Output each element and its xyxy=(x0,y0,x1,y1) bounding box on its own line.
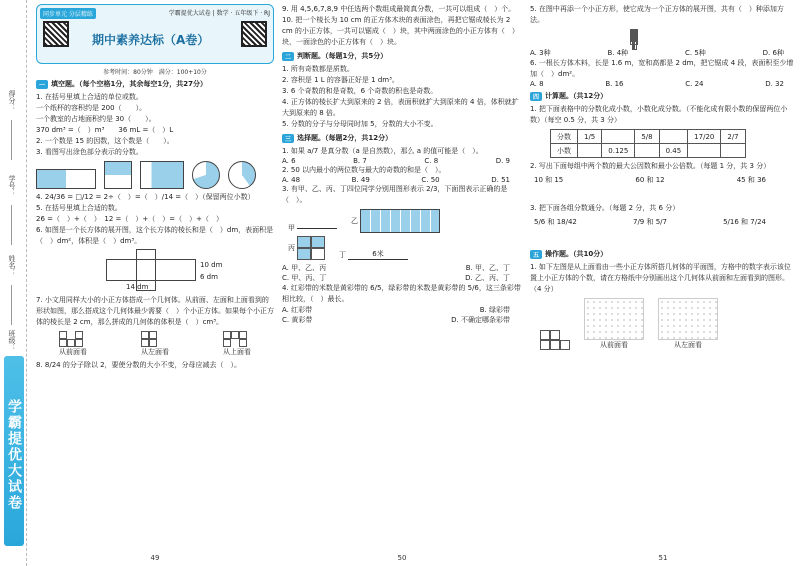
option-a: A. 6 xyxy=(282,157,296,165)
section-choice xyxy=(282,133,522,143)
table-cell: 0.45 xyxy=(659,144,688,158)
name-line xyxy=(11,285,12,325)
option-b: B. 甲、乙、丁 xyxy=(465,264,510,272)
options-row xyxy=(530,48,796,58)
options-row xyxy=(282,315,522,325)
figure-label: 乙 xyxy=(351,217,358,225)
page-49 xyxy=(36,0,274,566)
question-text: 一个纸杯的容积约是 200（ ）。 xyxy=(36,104,147,112)
qr-code-icon xyxy=(241,21,267,47)
section-number: 一 xyxy=(36,80,48,89)
options-row xyxy=(282,263,522,273)
section-true-false xyxy=(282,51,522,61)
judge-item: 3. 6 个奇数的和是奇数，6 个奇数的积也是奇数。 xyxy=(282,87,438,95)
table-cell xyxy=(688,144,721,158)
section-fill-blank xyxy=(36,79,274,89)
id-field-label: 学号： xyxy=(8,175,16,196)
header-badge: 同步单元 分层精练 xyxy=(40,8,96,19)
cuboid-net-figure xyxy=(106,249,274,293)
qr-code-icon xyxy=(43,21,69,47)
page-number: 49 xyxy=(150,554,160,562)
option-b: B. 7 xyxy=(353,157,367,165)
option-a: A. 8 xyxy=(530,80,544,88)
exam-info: 参考时间：80分钟 满分：100+10分 xyxy=(103,69,207,76)
table-cell: 2/7 xyxy=(721,130,745,144)
page-50 xyxy=(282,0,522,566)
table-cell: 小数 xyxy=(551,144,578,158)
option-c: C. 黄彩带 xyxy=(282,316,313,324)
option-c: C. 甲、丙、丁 xyxy=(282,274,327,282)
score-field-label: 得分： xyxy=(8,90,16,111)
table-cell xyxy=(602,130,635,144)
question-text: 5. 在图中再添一个小正方形，使它成为一个正方体的展开图，共有（ ）种添加方法。 xyxy=(530,5,784,24)
option-b: B. 49 xyxy=(351,176,370,184)
question-text: 2. 一个数是 15 的因数，这个数是（ ）。 xyxy=(36,137,174,145)
option-a: A. 红彩带 xyxy=(282,306,313,314)
section-operation xyxy=(530,249,796,259)
fraction-bar-figure xyxy=(36,169,96,189)
length-label: 6米 xyxy=(348,249,408,260)
option-c: C. 24 xyxy=(685,80,704,88)
option-a: A. 48 xyxy=(282,176,301,184)
judge-item: 2. 容积是 1 L 的容器正好是 1 dm³。 xyxy=(282,76,399,84)
table-cell xyxy=(721,144,745,158)
question-text: 3. 有甲、乙、丙、丁四位同学分别用图形表示 2/3，下面图表示正确的是（ ）。 xyxy=(282,185,508,204)
table-cell xyxy=(659,130,688,144)
binding-line xyxy=(26,0,27,566)
section-title: 填空题。（每个空格1分，其余每空1分，共27分） xyxy=(51,80,207,88)
score-line xyxy=(11,120,12,160)
question-text: 370 dm³ =（ ）m³ 36 mL =（ ）L xyxy=(36,126,174,134)
section-title: 操作题。（共10分） xyxy=(545,250,608,258)
class-field-label: 班级： xyxy=(8,330,16,351)
option-c: C. 5种 xyxy=(685,49,706,57)
section-number: 五 xyxy=(530,250,542,259)
options-row xyxy=(282,176,522,184)
section-title: 选择题。（每题2分，共12分） xyxy=(297,134,393,142)
figure-label: 丁 xyxy=(339,250,346,259)
option-d: D. 51 xyxy=(491,176,510,184)
question-text: 5. 在括号里填上合适的数。 xyxy=(36,204,122,212)
option-d: D. 32 xyxy=(765,80,784,88)
exam-title: 期中素养达标（A卷） xyxy=(92,33,210,47)
fraction-circle-figure xyxy=(228,161,256,189)
net-width-label: 14 dm xyxy=(126,283,149,291)
question-text: 10. 把一个棱长为 10 cm 的正方体木块的表面涂色，再把它锯成棱长为 2 cm 的小正方体，一共可以锯成（ ）块，其中两面涂色的小正方体有（ ）块，一面涂色的小正方体有（ ）块。 xyxy=(282,16,519,46)
option-b: B. 4种 xyxy=(607,49,629,57)
fraction-circle-figure xyxy=(192,161,220,189)
fraction-grid-figure xyxy=(140,161,184,189)
section-number: 三 xyxy=(282,134,294,143)
cube-net-figure xyxy=(630,29,796,45)
two-thirds-figures xyxy=(288,209,522,233)
dot-grid[interactable] xyxy=(658,298,718,340)
question-text: 1. 在括号里填上合适的单位或数。 xyxy=(36,93,143,101)
table-cell: 分数 xyxy=(551,130,578,144)
number-pair: 45 和 36 xyxy=(736,176,766,184)
question-text: 8. 8/24 的分子除以 2，要使分数的大小不变，分母应减去（ ）。 xyxy=(36,361,242,369)
fraction-pairs xyxy=(530,217,796,227)
question-text: 1. 把下面表格中的分数化成小数，小数化成分数。（不能化成有限小数的保留两位小数）（每空 0.5 分，共 3 分） xyxy=(530,105,788,124)
section-calc xyxy=(530,91,796,101)
option-c: C. 8 xyxy=(424,157,439,165)
name-field-label: 姓名： xyxy=(8,255,16,276)
option-d: D. 9 xyxy=(495,157,510,165)
judge-item: 4. 正方体的棱长扩大到原来的 2 倍，表面积就扩大到原来的 4 倍，体积就扩大到原来的 8 倍。 xyxy=(282,98,519,117)
question-text: 1. 如果 a/7 是真分数（a 是自然数），那么 a 的值可能是（ ）。 xyxy=(282,147,483,155)
question-text: 一个教室的占地面积约是 30（ ）。 xyxy=(36,115,156,123)
option-d: D. 不确定哪条彩带 xyxy=(451,316,510,324)
id-line xyxy=(11,205,12,245)
view-figures xyxy=(36,331,274,357)
fraction-pair: 5/16 和 7/24 xyxy=(723,218,766,226)
options-row xyxy=(530,80,796,88)
fraction-figures xyxy=(36,161,274,189)
option-c: C. 50 xyxy=(421,176,440,184)
two-thirds-figures xyxy=(288,236,522,260)
question-text: 3. 看图写出涂色部分表示的分数。 xyxy=(36,148,143,156)
header-series: 学霸提优大试卷 | 数学 · 五年级下 · RJ xyxy=(168,10,270,17)
table-cell xyxy=(578,144,602,158)
question-text: 1. 如下左图是从上面看由一些小正方体所搭几何体的平面图，方格中的数字表示该位置上小正方体的个数，请在方格纸中分别画出这个几何体从前面和左面看到的图形。（4 分） xyxy=(530,263,791,293)
view-label: 从左面看 xyxy=(141,348,169,356)
options-row xyxy=(282,273,522,283)
number-pair: 10 和 15 xyxy=(534,176,564,184)
section-number: 四 xyxy=(530,92,542,101)
section-title: 计算题。（共12分） xyxy=(545,92,608,100)
page-number: 51 xyxy=(658,554,668,562)
view-label: 从左面看 xyxy=(674,341,702,349)
fraction-square-figure xyxy=(104,161,132,189)
net-height-label: 10 dm xyxy=(200,261,223,269)
view-label: 从前面看 xyxy=(59,348,87,356)
question-text: 6. 如图是一个长方体的展开图，这个长方体的棱长和是（ ）dm，表面积是（ ）dm²，体积是（ ）dm³。 xyxy=(36,226,274,245)
option-b: B. 绿彩带 xyxy=(479,306,510,314)
option-a: A. 甲、乙、丙 xyxy=(282,264,327,272)
question-text: 2. 写出下面每组中两个数的最大公因数和最小公倍数。（每题 1 分，共 3 分） xyxy=(530,162,771,170)
exam-header xyxy=(36,4,274,64)
fraction-pair: 7/9 和 5/7 xyxy=(633,218,667,226)
number-pair: 60 和 12 xyxy=(635,176,665,184)
question-text: 4. 红彩带的米数是黄彩带的 6/5，绿彩带的米数是黄彩带的 5/6，这三条彩带相比较，（ ）最长。 xyxy=(282,284,521,303)
table-cell: 17/20 xyxy=(688,130,721,144)
table-cell xyxy=(635,144,659,158)
sidebar xyxy=(0,0,28,566)
judge-item: 1. 所有奇数都是质数。 xyxy=(282,65,354,73)
drawing-area xyxy=(540,298,796,350)
figure-label: 丙 xyxy=(288,244,295,252)
dot-grid[interactable] xyxy=(584,298,644,340)
net-depth-label: 6 dm xyxy=(200,273,218,281)
judge-item: 5. 分数的分子与分母同时加 5，分数的大小不变。 xyxy=(282,120,438,128)
question-text: 3. 把下面各组分数通分。（每题 2 分，共 6 分） xyxy=(530,204,680,212)
option-d: D. 6种 xyxy=(762,49,784,57)
section-number: 二 xyxy=(282,52,294,61)
figure-label: 甲 xyxy=(288,224,295,232)
option-d: D. 乙、丙、丁 xyxy=(465,274,510,282)
table-cell: 0.125 xyxy=(602,144,635,158)
question-text: 26 =（ ）+（ ） 12 =（ ）+（ ）=（ ）+（ ） xyxy=(36,215,223,223)
table-cell: 5/8 xyxy=(635,130,659,144)
question-text: 9. 用 4,5,6,7,8,9 中任选两个数组成最简真分数，一共可以组成（ ）个。 xyxy=(282,5,516,13)
number-pairs xyxy=(530,175,796,185)
question-text: 2. 50 以内最小的两位数与最大的奇数的和是（ ）。 xyxy=(282,166,446,174)
view-label: 从上面看 xyxy=(223,348,251,356)
page-51 xyxy=(530,0,796,566)
option-a: A. 3种 xyxy=(530,49,551,57)
question-text: 4. 24/36 = □/12 = 2÷（ ）=（ ）/14 =（ ）（保留两位小数） xyxy=(36,193,255,201)
brand-banner: 学霸提优大试卷 xyxy=(4,356,24,546)
option-b: B. 16 xyxy=(605,80,624,88)
fraction-pair: 5/6 和 18/42 xyxy=(534,218,577,226)
section-title: 判断题。（每题1分，共5分） xyxy=(297,52,388,60)
options-row xyxy=(282,305,522,315)
fraction-decimal-table xyxy=(550,129,746,158)
page-number: 50 xyxy=(397,554,407,562)
top-view-figure xyxy=(540,330,570,350)
question-text: 6. 一根长方体木料，长是 1.6 m，宽和高都是 2 dm，把它锯成 4 段，表面积至少增加（ ）dm²。 xyxy=(530,59,794,78)
question-text: 7. 小文用同样大小的小正方体搭成一个几何体。从前面、左面和上面看到的形状如图，那么搭成这个几何体最少需要（ ）个小正方体。如果每个小正方体的棱长是 2 cm，那么拼成的几何体的体积是（ ）cm³。 xyxy=(36,296,274,326)
view-label: 从前面看 xyxy=(600,341,628,349)
options-row xyxy=(282,157,522,165)
table-cell: 1/5 xyxy=(578,130,602,144)
